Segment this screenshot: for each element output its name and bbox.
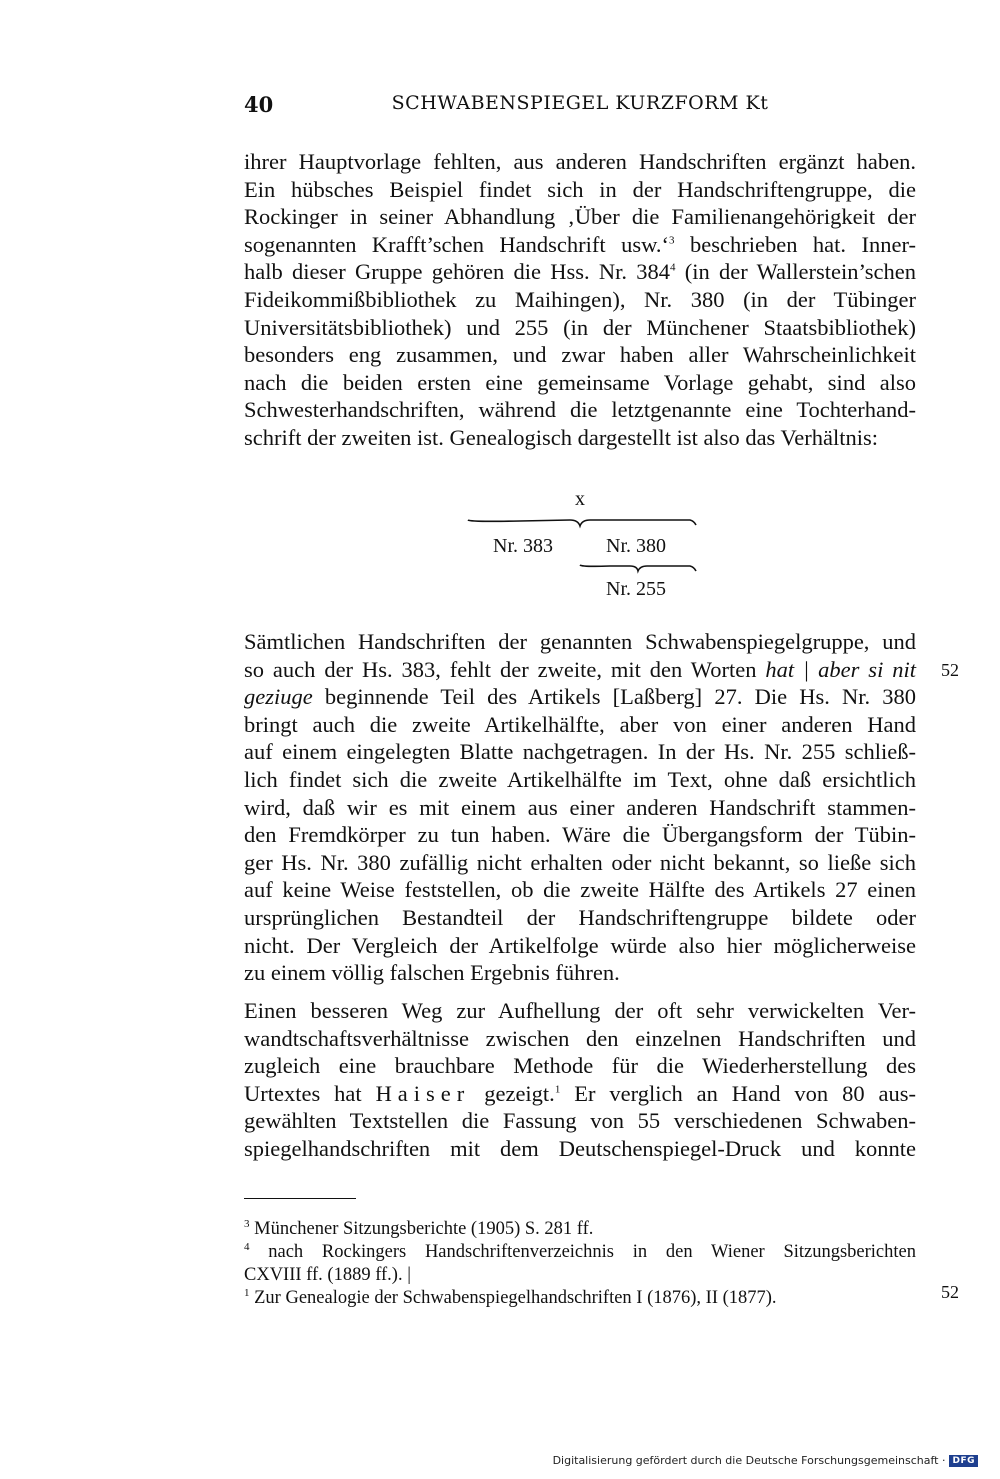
paragraph-1 xyxy=(244,148,916,452)
text-line: lich findet sich die zweite Artikelhälfte im Text, ohne daß ersichtlich xyxy=(244,766,916,792)
footnote-4 xyxy=(244,1241,916,1264)
text-span: halb dieser Gruppe gehören die Hss. Nr. 384 xyxy=(244,259,671,285)
text-line: Universitätsbibliothek) und 255 (in der Münchener Staatsbibliothek) xyxy=(244,314,916,340)
text-line: ger Hs. Nr. 380 zufällig nicht erhalten oder nicht bekannt, so ließe sich xyxy=(244,849,916,875)
text-span: Er verglich an Hand von 80 aus- xyxy=(560,1080,916,1106)
text-line: zugleich eine brauchbare Methode für die Wiederherstellung des xyxy=(244,1053,916,1079)
italic-quote: hat | aber si nit xyxy=(765,656,916,682)
paragraph-3 xyxy=(244,997,916,1163)
text-span: gezeigt. xyxy=(470,1080,555,1106)
text-line: wird, daß wir es mit einem aus einer anderen Handschrift stammen- xyxy=(244,794,916,820)
text-line: besonders eng zusammen, und zwar haben aller Wahrscheinlichkeit xyxy=(244,342,916,368)
text-span: Urtextes hat xyxy=(244,1080,376,1106)
text-line: Sämtlichen Handschriften der genannten Schwabenspiegelgruppe, und xyxy=(244,629,916,654)
footnotes xyxy=(244,1218,916,1310)
footnote-3 xyxy=(244,1218,916,1241)
text-line: spiegelhandschriften mit dem Deutschenspiegel-Druck und konnte xyxy=(244,1135,916,1161)
text-line: ursprünglichen Bestandteil der Handschriftengruppe bildete oder xyxy=(244,904,916,930)
text-span: sogenannten Krafft’schen Handschrift usw.‘ xyxy=(244,231,670,257)
text-line xyxy=(244,231,916,259)
footnote-text: Münchener Sitzungsberichte (1905) S. 281 ff. xyxy=(249,1219,594,1239)
footnote-text: Zur Genealogie der Schwabenspiegelhandschriften I (1876), II (1877). xyxy=(249,1288,777,1308)
text-line xyxy=(244,656,916,684)
text-line xyxy=(244,1080,916,1108)
text-line: Schwesterhandschriften, während die letztgenannte eine Tochterhand- xyxy=(244,397,916,423)
footnote-mark: 3 xyxy=(244,1217,250,1230)
text-span: so auch der Hs. 383, fehlt der zweite, mit den Worten xyxy=(244,656,766,682)
paragraph-2 xyxy=(244,628,916,987)
stemma-node-x: x xyxy=(575,488,585,510)
footnote-text: nach Rockingers Handschriftenverzeichnis in den Wiener Sitzungsberichten xyxy=(249,1242,916,1262)
footnote-rule xyxy=(244,1198,356,1199)
italic-quote: geziuge xyxy=(244,684,313,710)
stemma-node-380: Nr. 380 xyxy=(606,535,666,557)
text-line: nicht. Der Vergleich der Artikelfolge würde also hier möglicherweise xyxy=(244,932,916,958)
text-line: den Fremdkörper zu tun haben. Wäre die Übergangsform der Tübin- xyxy=(244,822,916,848)
footnote-ref-1: 1 xyxy=(554,1083,561,1096)
text-line: ihrer Hauptvorlage fehlten, aus anderen Handschriften ergänzt haben. xyxy=(244,149,916,174)
text-line xyxy=(244,683,916,711)
text-line: auf einem eingelegten Blatte nachgetragen. In der Hs. Nr. 255 schließ- xyxy=(244,739,916,765)
dfg-logo: DFG xyxy=(949,1455,978,1467)
stemma-node-255: Nr. 255 xyxy=(606,578,666,600)
digitization-credit xyxy=(553,1454,978,1467)
text-line: Fideikommißbibliothek zu Maihingen), Nr. 380 (in der Tübinger xyxy=(244,286,916,312)
text-line: Rockinger in seiner Abhandlung ‚Über die Familienangehörigkeit der xyxy=(244,204,916,230)
footnote-4-cont: CXVIII ff. (1889 ff.). | xyxy=(244,1265,411,1285)
spaced-name: Haiser xyxy=(375,1080,471,1106)
footnote-mark: 4 xyxy=(244,1240,250,1253)
text-span: beginnende Teil des Artikels [Laßberg] 27. Die Hs. Nr. 380 xyxy=(312,684,916,710)
page-number: 40 xyxy=(244,92,274,117)
text-line: nach die beiden ersten eine gemeinsame Vorlage gehabt, sind also xyxy=(244,369,916,395)
stemma-brace-top xyxy=(468,520,696,526)
stemma-brace-bottom xyxy=(580,565,696,571)
text-line: bringt auch die zweite Artikelhälfte, aber von einer anderen Hand xyxy=(244,711,916,737)
footnote-mark: 1 xyxy=(244,1286,250,1299)
text-line xyxy=(244,258,916,286)
footnote-1 xyxy=(244,1287,916,1310)
credit-text: Digitalisierung gefördert durch die Deutsche Forschungsgemeinschaft · xyxy=(552,1454,946,1467)
text-span: beschrieben hat. Inner- xyxy=(674,231,916,257)
text-line: Ein hübsches Beispiel findet sich in der Handschriftengruppe, die xyxy=(244,176,916,202)
text-line: schrift der zweiten ist. Genealogisch dargestellt ist also das Verhältnis: xyxy=(244,424,879,450)
text-line: wandtschaftsverhältnisse zwischen den einzelnen Handschriften und xyxy=(244,1025,916,1051)
margin-number: 52 xyxy=(941,1282,959,1302)
text-line: auf keine Weise feststellen, ob die zweite Hälfte des Artikels 27 einen xyxy=(244,877,916,903)
text-line: gewählten Textstellen die Fassung von 55 verschiedenen Schwaben- xyxy=(244,1108,916,1134)
footnote-ref-3: 3 xyxy=(669,234,675,247)
running-title: SCHWABENSPIEGEL KURZFORM Kt xyxy=(391,92,769,114)
text-line: zu einem völlig falschen Ergebnis führen. xyxy=(244,960,620,986)
page-header xyxy=(244,92,916,122)
text-line: Einen besseren Weg zur Aufhellung der oft sehr verwickelten Ver- xyxy=(244,998,916,1023)
margin-number: 52 xyxy=(941,660,959,680)
text-span: (in der Wallerstein’schen xyxy=(675,259,917,285)
footnote-ref-4: 4 xyxy=(670,261,676,274)
stemma-node-383: Nr. 383 xyxy=(493,535,553,557)
